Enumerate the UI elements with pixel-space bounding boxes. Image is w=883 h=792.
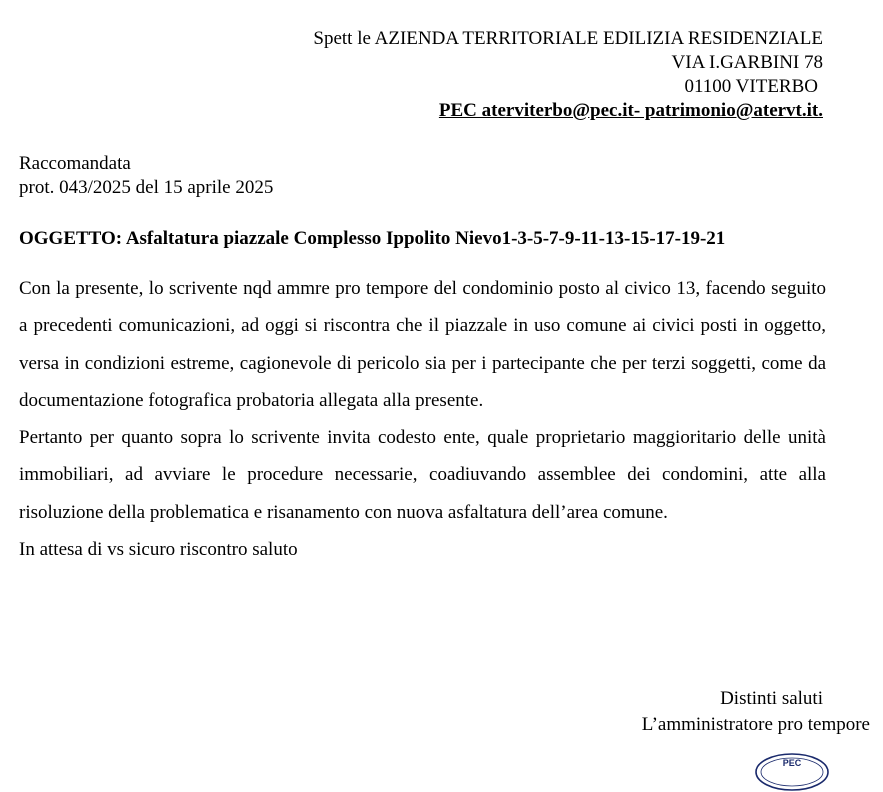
stamp-text: PEC	[782, 758, 802, 768]
closing-signatory: L’amministratore pro tempore	[641, 714, 870, 735]
letter-meta	[19, 152, 273, 200]
letter-closing	[642, 686, 870, 738]
body-paragraph-2: Pertanto per quanto sopra lo scrivente invita codesto ente, quale proprietario maggioritario delle unità immobiliari, ad avviare le procedure necessarie, coadiuvando assemblee dei condomini, atte alla risoluzione della problematica e risanamento con nuova asfaltatura dell’area comune.	[19, 427, 826, 523]
recipient-block	[313, 27, 823, 123]
recipient-street: VIA I.GARBINI 78	[671, 52, 823, 73]
letter-subject: OGGETTO: Asfaltatura piazzale Complesso Ippolito Nievo1-3-5-7-9-11-13-15-17-19-21	[19, 228, 726, 249]
delivery-method: Raccomandata	[19, 153, 131, 174]
letter-body	[19, 270, 826, 568]
body-paragraph-3: In attesa di vs sicuro riscontro saluto	[19, 539, 298, 561]
recipient-city: 01100 VITERBO	[684, 76, 818, 97]
stamp-seal-icon	[752, 752, 832, 792]
recipient-name: Spett le AZIENDA TERRITORIALE EDILIZIA RESIDENZIALE	[313, 28, 823, 49]
body-paragraph-1: Con la presente, lo scrivente nqd ammre pro tempore del condominio posto al civico 13, facendo seguito a precedenti comunicazioni, ad oggi si riscontra che il piazzale in uso comune ai civici posti in oggetto, versa in condizioni estreme, cagionevole di pericolo sia per i partecipante che per terzi soggetti, come da documentazione fotografica probatoria allegata alla presente.	[19, 278, 826, 411]
recipient-pec: PEC aterviterbo@pec.it- patrimonio@atervt.it.	[438, 100, 823, 121]
protocol-number: prot. 043/2025 del 15 aprile 2025	[19, 177, 274, 198]
closing-salute: Distinti saluti	[720, 688, 823, 709]
